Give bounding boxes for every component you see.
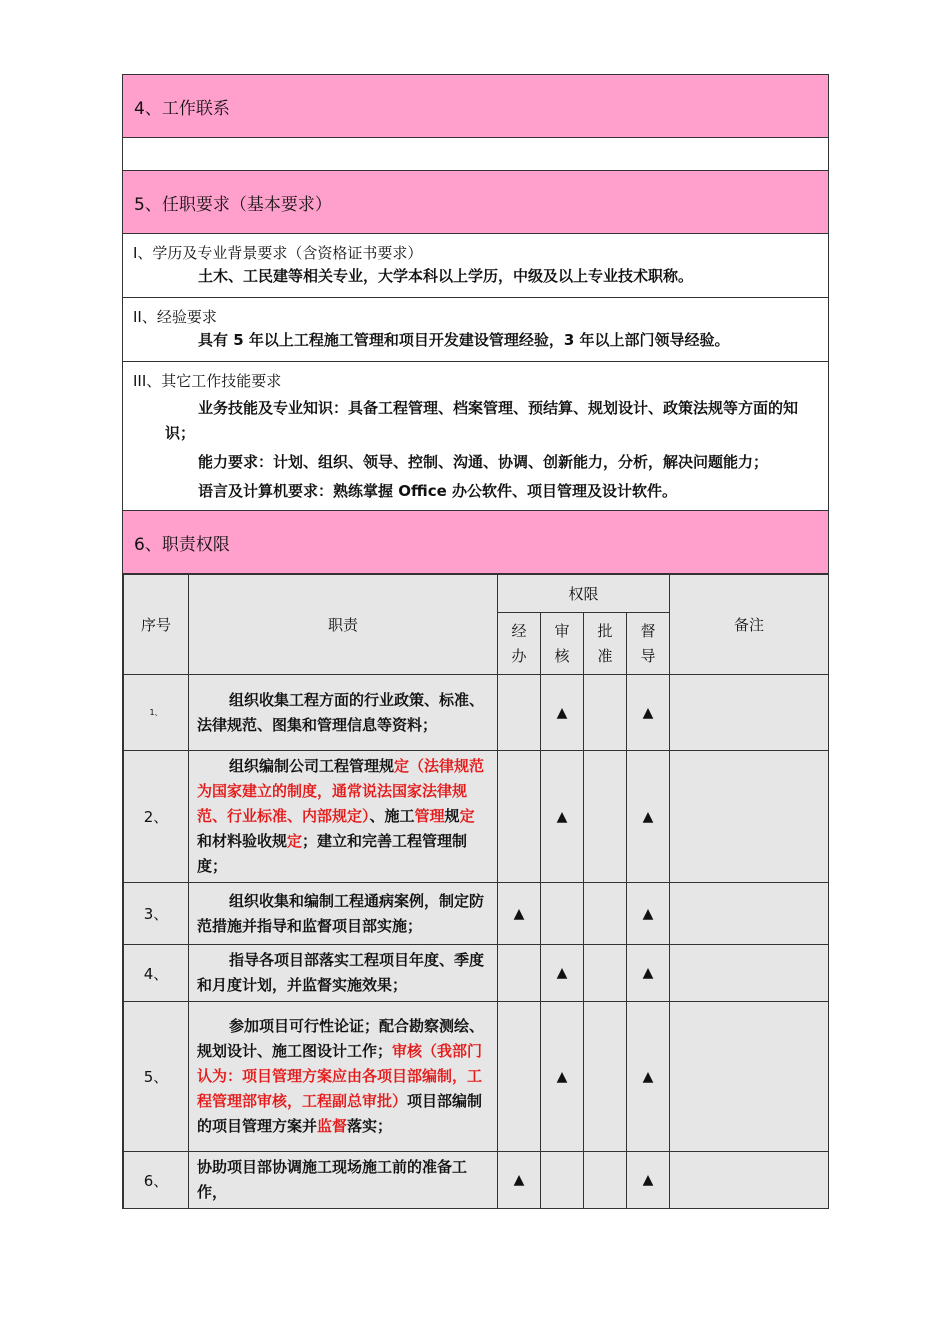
- mark-approve: [584, 675, 627, 751]
- mark-handle: [498, 945, 541, 1002]
- table-row: [124, 945, 829, 1002]
- section-duties-header: 6、职责权限: [123, 511, 828, 574]
- education-text: 土木、工民建等相关专业，大学本科以上学历，中级及以上专业技术职称。: [198, 267, 694, 285]
- row-number: 5、: [124, 1002, 189, 1152]
- duty-text: 组织收集工程方面的行业政策、标准、法律规范、图集和管理信息等资料；: [189, 675, 498, 751]
- table-row: [124, 883, 829, 945]
- education-requirement: [123, 234, 828, 298]
- mark-supervise: ▲: [627, 675, 670, 751]
- remark-cell: [670, 751, 829, 883]
- row-number: 2、: [124, 751, 189, 883]
- row-number: 6、: [124, 1152, 189, 1209]
- mark-supervise: ▲: [627, 1002, 670, 1152]
- mark-handle: [498, 675, 541, 751]
- duties-authority-table: [123, 574, 829, 1209]
- remark-cell: [670, 883, 829, 945]
- header-remark: 备注: [670, 575, 829, 675]
- header-duty: 职责: [189, 575, 498, 675]
- table-row: [124, 1152, 829, 1209]
- duty-text: 协助项目部协调施工现场施工前的准备工作，: [189, 1152, 498, 1209]
- mark-review: ▲: [541, 751, 584, 883]
- remark-cell: [670, 945, 829, 1002]
- mark-review: ▲: [541, 945, 584, 1002]
- header-approve: 批 准: [584, 613, 627, 675]
- section-requirements-header: 5、任职要求（基本要求）: [123, 171, 828, 234]
- row-number: 4、: [124, 945, 189, 1002]
- row-number: 3、: [124, 883, 189, 945]
- mark-supervise: ▲: [627, 1152, 670, 1209]
- skills-ability-text: 能力要求：计划、组织、领导、控制、沟通、协调、创新能力，分析，解决问题能力；: [198, 453, 769, 471]
- row-number: 1、: [124, 675, 189, 751]
- duty-text: 组织编制公司工程管理规定（法律规范为国家建立的制度，通常说法国家法律规范、行业标准、内部规定）、施工管理规定和材料验收规定；建立和完善工程管理制度；: [189, 751, 498, 883]
- mark-approve: [584, 1002, 627, 1152]
- mark-handle: ▲: [498, 1152, 541, 1209]
- mark-handle: [498, 751, 541, 883]
- header-seq: 序号: [124, 575, 189, 675]
- mark-handle: [498, 1002, 541, 1152]
- duty-text: 组织收集和编制工程通病案例，制定防范措施并指导和监督项目部实施；: [189, 883, 498, 945]
- header-review: 审 核: [541, 613, 584, 675]
- mark-review: [541, 1152, 584, 1209]
- job-description-sheet: [122, 74, 829, 1209]
- duty-text: 指导各项目部落实工程项目年度、季度和月度计划，并监督实施效果；: [189, 945, 498, 1002]
- experience-requirement: [123, 298, 828, 362]
- mark-approve: [584, 1152, 627, 1209]
- section-work-relations-header: 4、工作联系: [123, 75, 828, 138]
- experience-heading: II、经验要求: [133, 308, 217, 326]
- work-relations-empty-row: [123, 138, 828, 171]
- table-row: [124, 751, 829, 883]
- mark-review: ▲: [541, 675, 584, 751]
- mark-approve: [584, 883, 627, 945]
- table-row: [124, 1002, 829, 1152]
- mark-supervise: ▲: [627, 751, 670, 883]
- experience-text: 具有 5 年以上工程施工管理和项目开发建设管理经验，3 年以上部门领导经验。: [198, 331, 730, 349]
- mark-review: ▲: [541, 1002, 584, 1152]
- duty-text: 参加项目可行性论证；配合勘察测绘、规划设计、施工图设计工作；审核（我部门认为：项目管理方案应由各项目部编制，工程管理部审核，工程副总审批）项目部编制的项目管理方案并监督落实；: [189, 1002, 498, 1152]
- mark-review: [541, 883, 584, 945]
- skills-heading: III、其它工作技能要求: [133, 372, 282, 390]
- skills-computer-text: 语言及计算机要求：熟练掌握 Office 办公软件、项目管理及设计软件。: [198, 482, 677, 500]
- mark-handle: ▲: [498, 883, 541, 945]
- remark-cell: [670, 675, 829, 751]
- header-authority: 权限: [498, 575, 670, 613]
- mark-supervise: ▲: [627, 945, 670, 1002]
- remark-cell: [670, 1002, 829, 1152]
- table-row: [124, 675, 829, 751]
- skills-knowledge-text: 业务技能及专业知识：具备工程管理、档案管理、预结算、规划设计、政策法规等方面的知识；: [165, 399, 799, 442]
- mark-approve: [584, 751, 627, 883]
- education-heading: I、学历及专业背景要求（含资格证书要求）: [133, 244, 423, 262]
- header-supervise: 督 导: [627, 613, 670, 675]
- mark-supervise: ▲: [627, 883, 670, 945]
- remark-cell: [670, 1152, 829, 1209]
- mark-approve: [584, 945, 627, 1002]
- skills-requirement: [123, 362, 828, 511]
- header-handle: 经 办: [498, 613, 541, 675]
